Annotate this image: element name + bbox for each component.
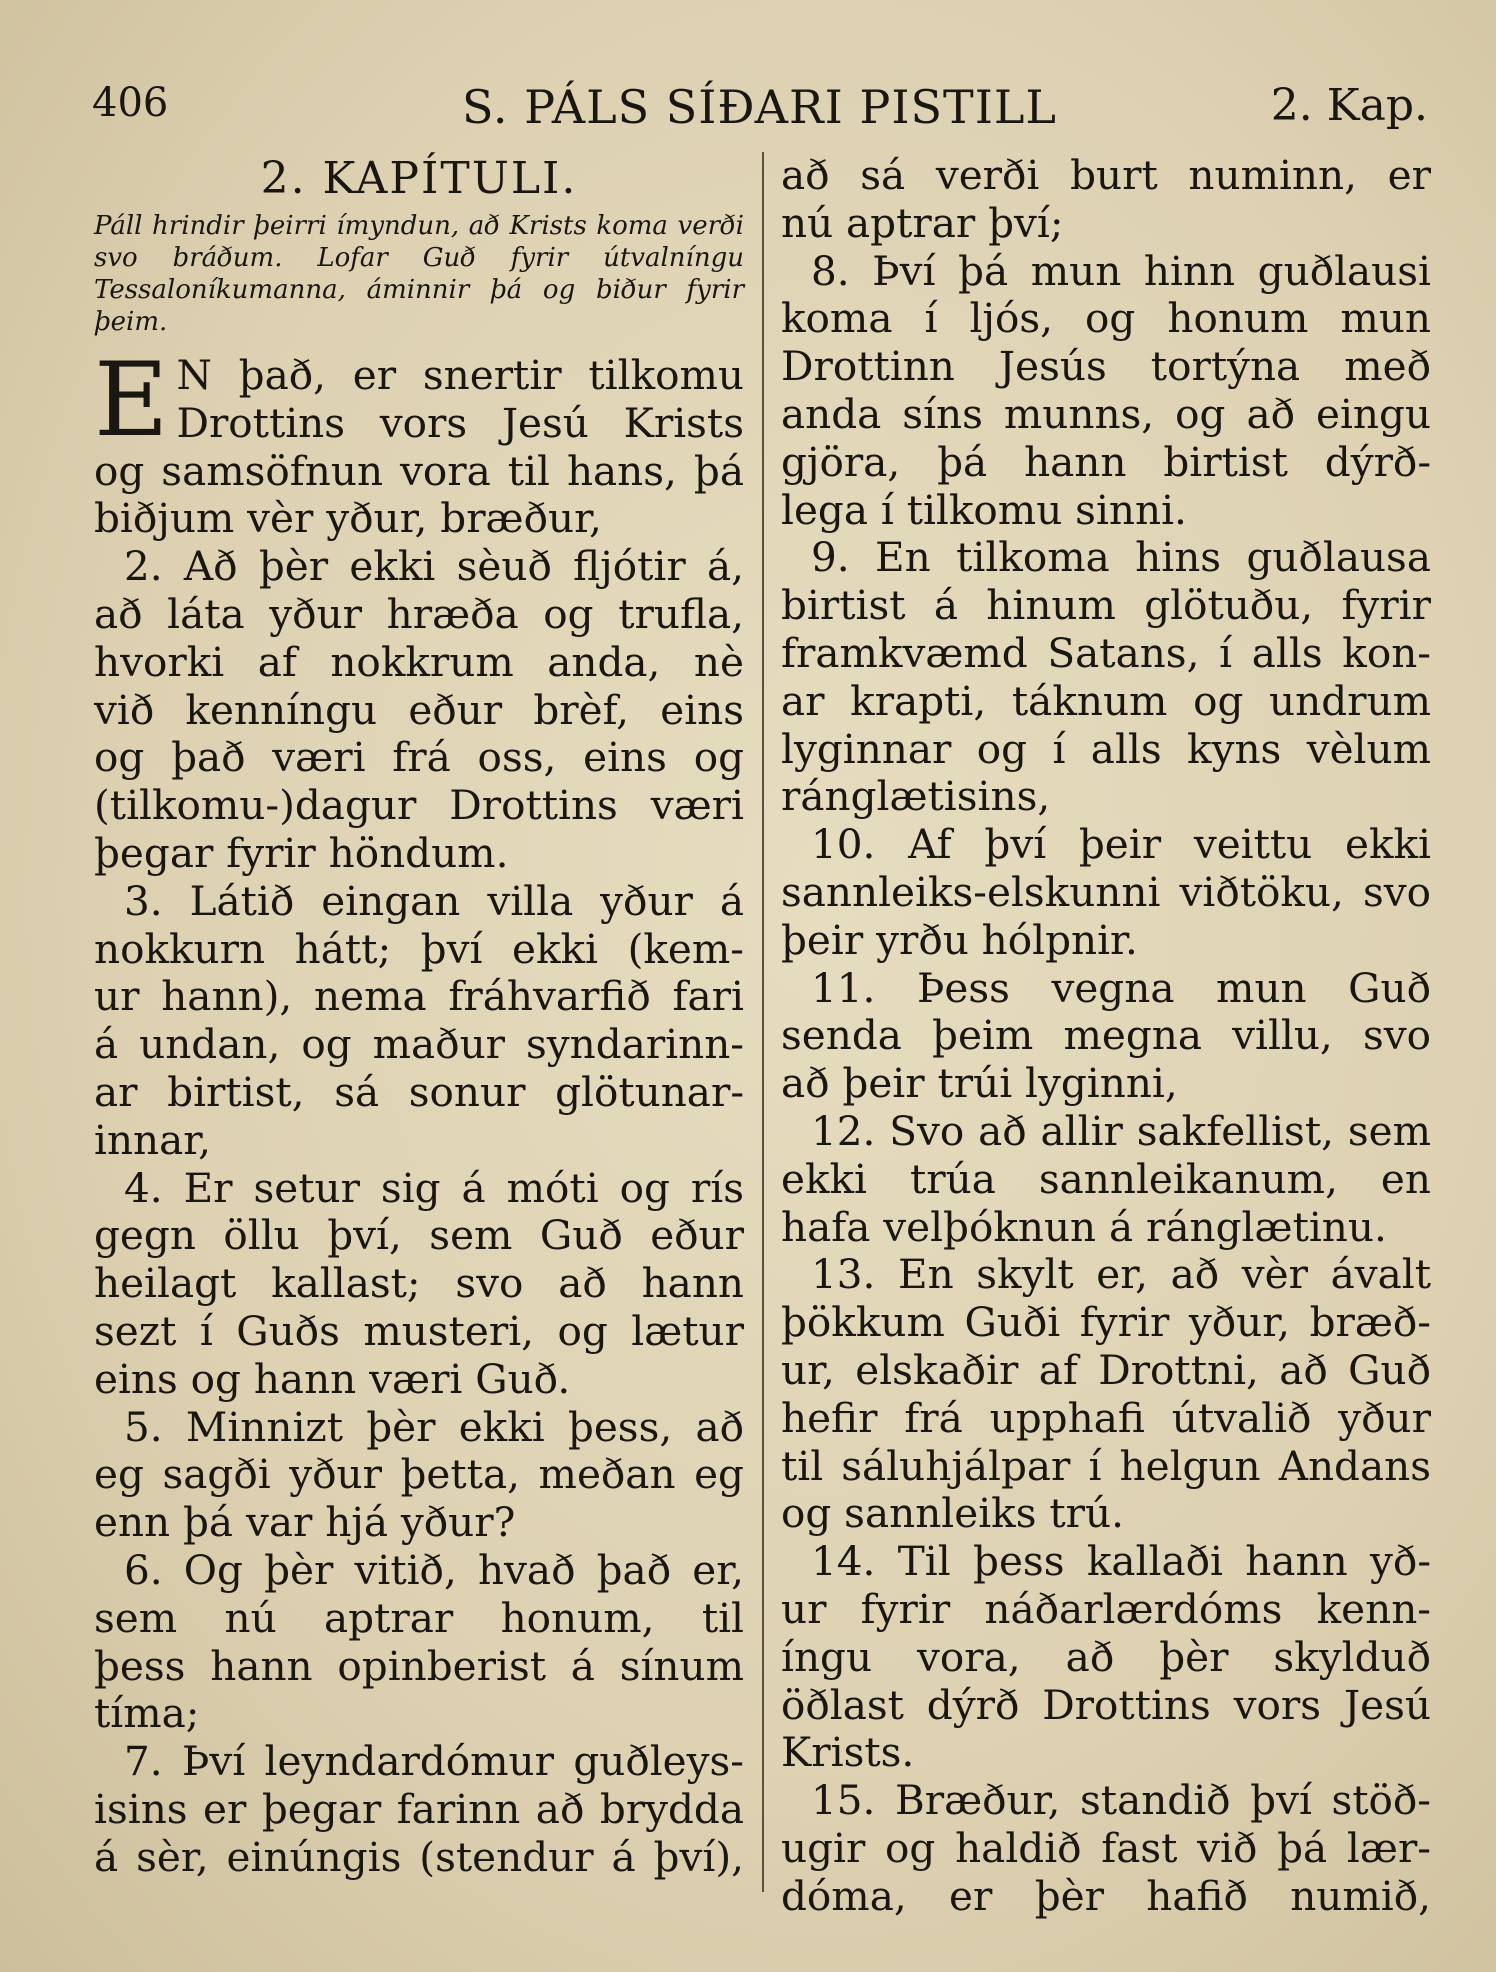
page-header	[92, 80, 1428, 140]
text-line: þeir yrðu hólpnir.	[781, 915, 1138, 964]
text-line: að láta yður hræða og trufla,	[94, 589, 744, 638]
text-line: við kenníngu eður brèf, eins	[94, 685, 744, 734]
text-line: ur hann), nema fráhvarfið fari	[94, 972, 744, 1021]
text-line: Drottins vors Jesú Krists	[176, 398, 744, 447]
text-line: birtist á hinum glötuðu, fyrir	[781, 581, 1431, 630]
text-line: 4. Er setur sig á móti og rís	[124, 1163, 744, 1212]
text-line: sannleiks-elskunni viðtöku, svo	[781, 867, 1431, 916]
chapter-heading: 2. KAPÍTULI.	[260, 153, 578, 204]
left-column-text	[94, 341, 744, 1882]
text-line: biðjum vèr yður, bræður,	[94, 494, 602, 543]
text-line: þökkum Guði fyrir yður, bræð-	[781, 1298, 1431, 1347]
right-column-text	[781, 152, 1431, 1920]
text-line: gjöra, þá hann birtist dýrð-	[781, 437, 1431, 486]
text-line: nokkurn hátt; því ekki (kem-	[94, 924, 744, 973]
text-line: 15. Bræður, standið því stöð-	[811, 1776, 1431, 1825]
text-line: Drottinn Jesús tortýna með	[781, 342, 1431, 391]
running-title: S. PÁLS SÍÐARI PISTILL	[462, 80, 1057, 134]
text-line: öðlast dýrð Drottins vors Jesú	[781, 1680, 1431, 1729]
drop-cap: E	[94, 341, 169, 460]
text-line: þess hann opinberist á sínum	[94, 1641, 744, 1690]
text-line: 7. Því leyndardómur guðleys-	[124, 1737, 744, 1786]
text-line: ur fyrir náðarlærdóms kenn-	[781, 1584, 1431, 1633]
text-line: sem nú aptrar honum, til	[94, 1593, 744, 1642]
page-number: 406	[92, 80, 169, 126]
text-line: N það, er snertir tilkomu	[176, 351, 744, 399]
text-line: 2. Að þèr ekki sèuð fljótir á,	[124, 542, 744, 591]
text-line: framkvæmd Satans, í alls kon-	[781, 628, 1431, 677]
text-line: (tilkomu-)dagur Drottins væri	[94, 781, 744, 830]
right-column	[781, 152, 1431, 1920]
text-line: íngu vora, að þèr skylduð	[781, 1632, 1431, 1681]
text-line: á sèr, einúngis (stendur á því),	[94, 1832, 744, 1881]
text-line: 13. En skylt er, að vèr ávalt	[811, 1250, 1431, 1299]
text-line: ar birtist, sá sonur glötunar-	[94, 1067, 744, 1116]
text-line: 14. Til þess kallaði hann yð-	[811, 1537, 1431, 1586]
text-line: 12. Svo að allir sakfellist, sem	[811, 1106, 1431, 1155]
text-line: ugir og haldið fast við þá lær-	[781, 1823, 1431, 1872]
text-line: eins og hann væri Guð.	[94, 1354, 571, 1403]
text-line: til sáluhjálpar í helgun Andans	[781, 1441, 1431, 1490]
chapter-summary: Páll hrindir þeirri ímyndun, að Krists koma verði svo bráðum. Lofar Guð fyrir útvalníngu Tessaloníkumanna, áminnir þá og biður fyrir þeim.	[94, 211, 744, 337]
text-line: gegn öllu því, sem Guð eður	[94, 1211, 744, 1260]
text-line: á undan, og maður syndarinn-	[94, 1020, 744, 1069]
text-line: innar,	[94, 1115, 212, 1164]
text-line: og sannleiks trú.	[781, 1489, 1124, 1538]
text-line: 6. Og þèr vitið, hvað það er,	[124, 1545, 744, 1594]
text-line: 3. Látið eingan villa yður á	[124, 876, 744, 925]
text-line: ekki trúa sannleikanum, en	[781, 1154, 1431, 1203]
text-line: hvorki af nokkrum anda, nè	[94, 637, 744, 686]
text-line: hafa velþóknun á ránglætinu.	[781, 1202, 1387, 1251]
text-line: lega í tilkomu sinni.	[781, 485, 1187, 534]
text-line: ur, elskaðir af Drottni, að Guð	[781, 1345, 1431, 1394]
chapter-reference: 2. Kap.	[1270, 80, 1428, 131]
text-line: isins er þegar farinn að brydda	[94, 1784, 744, 1833]
text-line: senda þeim megna villu, svo	[781, 1011, 1431, 1060]
text-line: þegar fyrir höndum.	[94, 828, 509, 877]
text-line: sezt í Guðs musteri, og lætur	[94, 1306, 744, 1355]
text-line: að sá verði burt numinn, er	[781, 151, 1431, 199]
text-line: heilagt kallast; svo að hann	[94, 1259, 744, 1308]
text-line: 10. Af því þeir veittu ekki	[811, 820, 1431, 869]
text-line: 5. Minnizt þèr ekki þess, að	[124, 1402, 744, 1451]
text-line: koma í ljós, og honum mun	[781, 294, 1431, 343]
text-line: nú aptrar því;	[781, 198, 1064, 247]
left-column	[94, 150, 744, 1882]
text-line: ránglætisins,	[781, 772, 1051, 821]
text-line: 8. Því þá mun hinn guðlausi	[811, 246, 1431, 295]
text-line: Krists.	[781, 1728, 915, 1777]
text-line: hefir frá upphafi útvalið yður	[781, 1393, 1431, 1442]
text-line: og það væri frá oss, eins og	[94, 733, 744, 782]
text-line: að þeir trúi lyginni,	[781, 1059, 1178, 1108]
text-line: 9. En tilkoma hins guðlausa	[811, 533, 1431, 582]
text-line: og samsöfnun vora til hans, þá	[94, 446, 744, 495]
text-line: dóma, er þèr hafið numið,	[781, 1871, 1431, 1920]
text-line: eg sagði yður þetta, meðan eg	[94, 1450, 744, 1499]
text-line: 11. Þess vegna mun Guð	[811, 963, 1431, 1012]
text-line: lyginnar og í alls kyns vèlum	[781, 724, 1431, 773]
text-line: anda síns munns, og að eingu	[781, 389, 1431, 438]
text-line: enn þá var hjá yður?	[94, 1498, 516, 1547]
text-line: tíma;	[94, 1689, 200, 1738]
column-divider	[762, 152, 764, 1892]
text-line: ar krapti, táknum og undrum	[781, 676, 1431, 725]
